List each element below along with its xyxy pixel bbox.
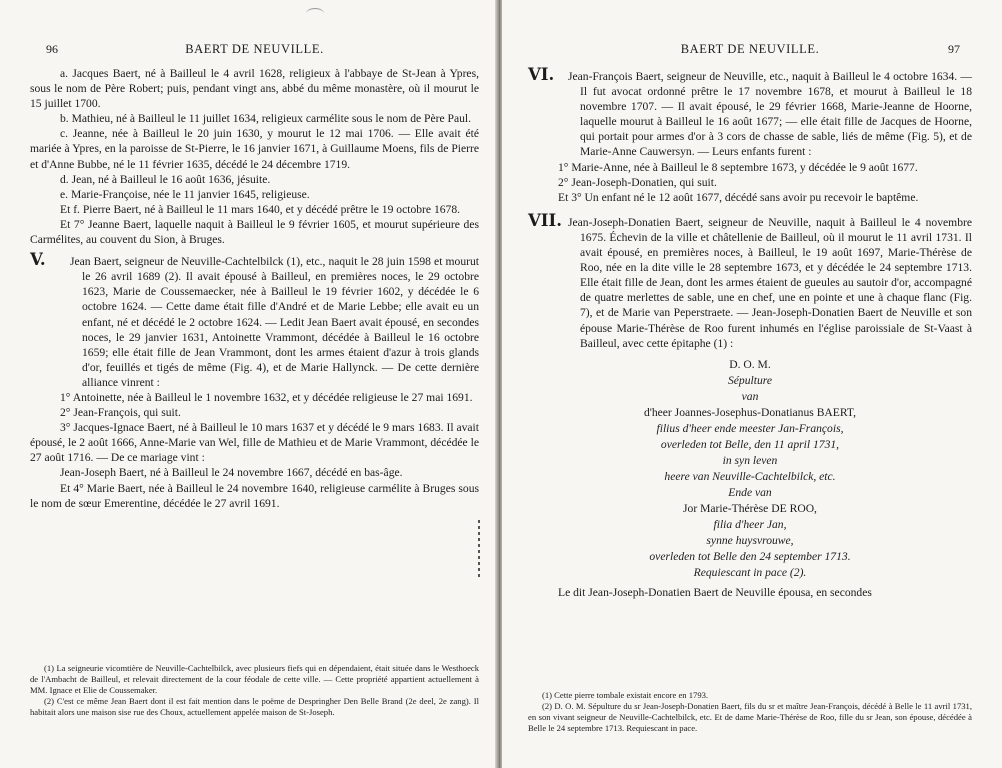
right-page	[502, 0, 1002, 768]
child-f: Et f. Pierre Baert, né à Bailleul le 11 mars 1640, et y décédé prêtre le 19 octobre 1678.	[60, 202, 461, 216]
section-vii-numeral: VII.	[528, 210, 562, 230]
left-page-header	[30, 40, 479, 62]
left-body	[30, 66, 479, 511]
footnote-2: (2) D. O. M. Sépulture du sr Jean-Joseph-Donatien Baert, fils du sr et maître Jean-François, décédé à Belle le 11 avril 1731, en son vivant seigneur de Neuville-Cachtelbilck, etc. Et de dame Marie-Thérèse de Roo, fille du sr Jean, son épouse, décédée à Belle le 24 septembre 1713. Requiescant in pace.	[528, 701, 972, 733]
child-3-jacques-ignace: 3° Jacques-Ignace Baert, né à Bailleul le 10 mars 1637 et y décédé le 9 mars 1683. Il avait épousé, le 2 août 1666, Anne-Marie van Wel, fille de Mathieu et de Marie Vrammont, décédée le 27 août 1716. — De ce mariage vint :	[30, 421, 479, 465]
epitaph	[528, 357, 972, 581]
epitaph-line: Jor Marie-Thérèse DE ROO,	[683, 501, 817, 515]
child-4-marie: Et 4° Marie Baert, née à Bailleul le 24 novembre 1640, religieuse carmélite à Bruges sous le nom de sœur Emerentine, décédée le 27 avril 1691.	[30, 481, 479, 510]
decorative-mark	[306, 8, 324, 19]
epitaph-line: in syn leven	[722, 453, 778, 467]
section-v-text: Jean Baert, seigneur de Neuville-Cachtelbilck (1), etc., naquit le 28 juin 1598 et mourut le 26 avril 1689 (2). Il avait épousé à Bailleul, en premières noces, le 29 octobre 1623, Marie de Coussemaecker, née à Bailleul le 19 février 1602, y décédée le 6 octobre 1624. — Cette dame était fille d'André et de Marie Lebbe; elle avait eu un enfant, né et décédé le 2 octobre 1624. — Ledit Jean Baert avait épousé, en secondes noces, le 29 janvier 1631, Antoinette Vrammont, décédée à Bailleul le 16 octobre 1659; elle était fille de Jean Vrammont, dont les armes étaient d'azur à trois glands d'or, feuillés et tigés de même (Fig. 4), et de Marie Hallynck. — De cette dernière alliance vinrent :	[70, 255, 479, 389]
section-vi	[528, 67, 972, 160]
right-page-number: 97	[948, 42, 960, 56]
child-2-jean-francois: 2° Jean-François, qui suit.	[60, 406, 181, 420]
footnote-1: (1) La seigneurie vicomtière de Neuville-Cachtelbilck, avec plusieurs fiefs qui en dépendaient, était située dans le Westhoeck de l'Ambacht de Bailleul, et relevait directement de la cour féodale de cette ville. — Cette propriété appartient actuellement à MM. Ignace et Elie de Coussemaker.	[30, 663, 479, 695]
grandchild-jean-joseph: Jean-Joseph Baert, né à Bailleul le 24 novembre 1667, décédé en bas-âge.	[60, 466, 403, 480]
child-b: b. Mathieu, né à Bailleul le 11 juillet 1634, religieux carmélite sous le nom de Père Paul.	[60, 112, 472, 126]
child-a: a. Jacques Baert, né à Bailleul le 4 avril 1628, religieux à l'abbaye de St-Jean à Ypres, sous le nom de Père Robert; puis, pendant vingt ans, abbé du même monastère, où il mourut le 15 juillet 1700.	[30, 67, 479, 111]
section-vii-text: Jean-Joseph-Donatien Baert, seigneur de Neuville, naquit à Bailleul le 4 novembre 1675. Échevin de la ville et châtellenie de Bailleul, où il mourut le 11 avril 1731. Il avait épousé, en premières noces, à Bailleul, le 19 août 1697, Marie-Thérèse de Roo, née en la dite ville le 28 septembre 1673, et y décédée le 24 septembre 1713. Elle était fille de Jean, dont les armes étaient de gueules au sautoir d'or, accompagné de quatre merlettes de sable, une en chef, une en pointe et une à chaque flanc (Fig. 7), et de Marie van Peperstraete. — Jean-Joseph-Donatien Baert de Neuville et son épouse Marie-Thérèse de Roo furent inhumés en l'église paroissiale de St-Vaast à Bailleul, avec cette épitaphe (1) :	[568, 215, 972, 350]
left-page-number: 96	[46, 42, 58, 56]
left-running-title: BAERT DE NEUVILLE.	[185, 42, 324, 56]
child-e: e. Marie-Françoise, née le 11 janvier 1645, religieuse.	[60, 187, 310, 201]
epitaph-line: heere van Neuville-Cachtelbilck, etc.	[664, 469, 836, 483]
child-1-antoinette: 1° Antoinette, née à Bailleul le 1 novembre 1632, et y décédée religieuse le 27 mai 1691.	[60, 390, 473, 404]
vi-child-2: 2° Jean-Joseph-Donatien, qui suit.	[558, 175, 717, 189]
footnote-1: (1) Cette pierre tombale existait encore en 1793.	[542, 690, 709, 700]
section-vi-numeral: VI.	[528, 65, 555, 84]
footnote-2: (2) C'est ce même Jean Baert dont il est fait mention dans le poëme de Despringher Den Belle Brand (2e deel, 2e zang). Il habitait alors une maison sise rue des Choux, actuellement appelée maison de St-Joseph.	[30, 696, 479, 717]
closing-line: Le dit Jean-Joseph-Donatien Baert de Neuville épousa, en secondes	[558, 585, 872, 599]
right-running-title: BAERT DE NEUVILLE.	[680, 42, 820, 56]
epitaph-line: overleden tot Belle den 24 september 1713.	[649, 549, 851, 563]
epitaph-line: d'heer Joannes-Josephus-Donatianus BAERT,	[643, 405, 857, 419]
epitaph-line: overleden tot Belle, den 11 april 1731,	[660, 437, 840, 451]
epitaph-line: Sépulture	[727, 373, 772, 387]
section-v-numeral: V.	[30, 250, 46, 270]
right-footnotes	[528, 690, 972, 734]
section-v	[30, 252, 479, 390]
left-page	[0, 0, 497, 768]
epitaph-line: van	[741, 389, 759, 403]
epitaph-line: synne huysvrouwe,	[706, 533, 794, 547]
epitaph-line: Ende van	[728, 485, 772, 499]
vi-child-3: Et 3° Un enfant né le 12 août 1677, décédé sans avoir pu recevoir le baptême.	[558, 190, 919, 204]
section-vi-text: Jean-François Baert, seigneur de Neuville, etc., naquit à Bailleul le 4 octobre 1634. — Il fut avocat ordonné prêtre le 17 novembre 1678, et mourut à Bailleul le 18 novembre 1707. — Il avait épousé, le 29 février 1668, Marie-Jeanne de Hoorne, laquelle mourut à Bailleul le 16 août 1677; — elle était fille de Jacques de Hoorne, qui portait pour armes d'or à 3 cors de chasse de sable, liés de même (Fig. 5), et de Marie-Anne Cauwersyn. — Leurs enfants furent :	[568, 70, 972, 159]
epitaph-line: filia d'heer Jan,	[713, 517, 787, 531]
epitaph-line: D. O. M.	[729, 357, 771, 371]
epitaph-line: Requiescant in pace (2).	[693, 565, 807, 579]
right-page-header	[528, 40, 972, 62]
child-d: d. Jean, né à Bailleul le 16 août 1636, jésuite.	[60, 172, 271, 186]
epitaph-line: filius d'heer ende meester Jan-François,	[656, 421, 844, 435]
section-vii	[528, 210, 972, 351]
right-body	[528, 67, 972, 600]
item-7-jeanne: Et 7° Jeanne Baert, laquelle naquit à Bailleul le 9 février 1605, et mourut supérieure des Carmélites, au couvent du Sion, à Bruges.	[30, 217, 479, 247]
vi-child-1: 1° Marie-Anne, née à Bailleul le 8 septembre 1673, y décédée le 9 août 1677.	[558, 160, 918, 174]
child-c: c. Jeanne, née à Bailleul le 20 juin 1630, y mourut le 12 mai 1706. — Elle avait été mariée à Ypres, en la paroisse de St-Pierre, le 16 janvier 1671, à Guillaume Moens, fils de Pierre et d'Anne Bubbe, né le 11 février 1635, décédé le 24 décembre 1719.	[30, 127, 479, 171]
margin-mark	[478, 520, 480, 580]
left-footnotes	[30, 663, 479, 718]
